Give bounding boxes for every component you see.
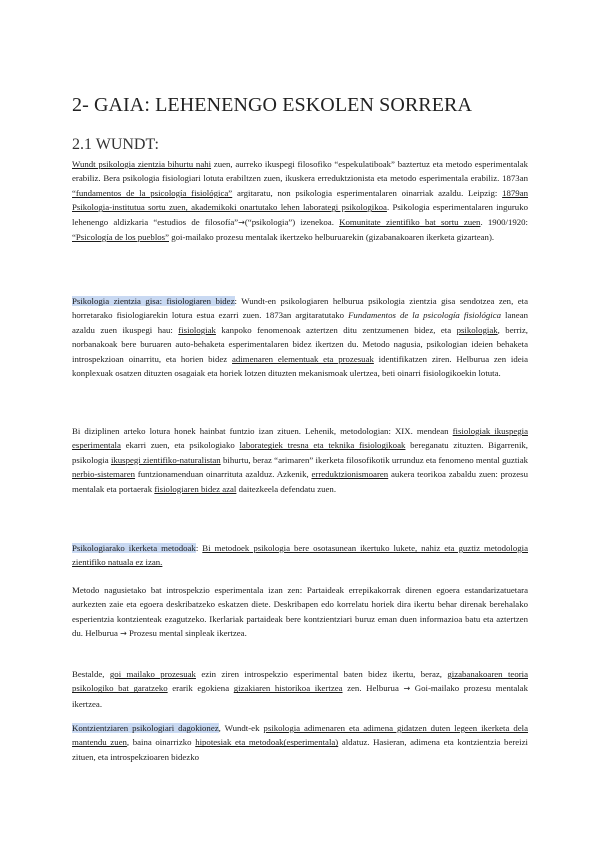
- underlined-phrase: psikologiak: [456, 324, 498, 335]
- paragraph-consciousness: [72, 721, 528, 764]
- highlighted-heading: Psikologiarako ikerketa metodoak: [72, 543, 196, 553]
- underlined-phrase: goi mailako prozesuak: [109, 669, 196, 679]
- text-run: , berriz, norbanakoak bere buruaren auto-behaketa esperimentalaren bidez ikertzen du. Metodo nagusia, psikologian ideien behaketa introspekzioan oinarritu, eta horien bidez: [72, 324, 529, 364]
- text-run: bereganatu zituzten. Bigarrenik, psikologia: [72, 440, 528, 465]
- text-run: . 1900/1920:: [480, 216, 528, 227]
- text-run: aldatuz. Hasieran, adimena eta kontzientzia bereizi zituen, eta introspekzioaren bidezko: [72, 737, 528, 762]
- section-heading: 2.1 WUNDT:: [72, 136, 159, 153]
- underlined-phrase: 1879an Psikologia-institutua sortu zuen, akademikoki onartutako lehen laborategi psikologikoa: [72, 187, 528, 213]
- highlighted-heading: Psikologia zientzia gisa: fisiologiaren bidez: [72, 296, 235, 306]
- arrow-glyph: →: [403, 684, 411, 694]
- arrow-glyph: →: [120, 629, 127, 639]
- text-run: Bi diziplinen arteko lotura honek hainbat funtzio izan zituen. Lehenik, metodologian: XIX. mendean: [72, 426, 453, 436]
- text-run: , Wundt-ek: [218, 723, 264, 733]
- paragraph-higher-processes: [72, 667, 528, 711]
- text-run: zuen, aurreko ikuspegi filosofiko “espekulatiboak” baztertuz eta metodo esperimentalak erabiliz. Bera psikologia fisiologiari lotuta erabiltzen zuen, ikuskera erreduktzionista eta metodo esperimentala erabiliz. 1873an: [72, 159, 528, 184]
- page-title: 2- GAIA: LEHENENGO ESKOLEN SORRERA: [72, 94, 473, 116]
- text-run: ezin ziren introspekzio esperimental baten bidez ikertu, beraz,: [195, 669, 448, 679]
- arrow-glyph: →: [238, 217, 245, 227]
- text-run: argitaratu, non psikologia esperimentalaren oinarriak azaldu. Leipzig:: [232, 187, 503, 198]
- text-run: zen. Helburua: [342, 683, 404, 694]
- underlined-phrase: hipotesiak eta metodoak(esperimentala): [195, 737, 339, 748]
- highlighted-heading: Kontzientziaren psikologiari dagokionez: [72, 723, 219, 733]
- text-run: daitezkeela defendatu zuen.: [236, 483, 337, 494]
- text-run: :: [195, 543, 203, 553]
- underlined-phrase: nerbio-sistemaren: [72, 469, 136, 480]
- italic-title: Fundamentos de la psicología fisiológica: [348, 310, 502, 321]
- paragraph-intro: [72, 157, 528, 244]
- text-run: kanpoko fenomenoak aztertzen ditu zentzumenen bidez, eta: [215, 324, 457, 335]
- text-run: bihurtu, beraz “arimaren” ikerketa filosofikotik urrunduz eta fenomeno mental guztiak: [220, 454, 529, 465]
- text-run: Prozesu mental sinpleak ikertzea.: [126, 628, 247, 639]
- underlined-phrase: Komunitate zientifiko bat sortu zuen: [339, 216, 481, 227]
- underlined-phrase: adimenaren elementuak eta prozesuak: [232, 353, 374, 364]
- paragraph-functions: [72, 424, 528, 496]
- text-run: identifikatzen ziren. Helburua zen ideia konplexuak osatzen dituzten osagaiak eta horiek lotzen dituzten mekanismoak ulertzea, beti oinarri fisiologikoekin lotuta.: [72, 353, 528, 379]
- underlined-phrase: gizabanakoaren teoria psikologiko bat garatzeko: [72, 669, 528, 694]
- underlined-phrase: psikologia adimenaren eta adimena gidatzen duten legeen ikerketa dela mantendu zuen: [72, 723, 529, 748]
- text-run: Bestalde,: [72, 669, 110, 679]
- text-run: : Wundt-en psikologiaren helburua psikologia zientzia gisa sendotzea zen, eta horretarako fisiologiarekin lotura estua ezarri zuen. 1873an argitaratutako: [72, 296, 528, 321]
- underlined-phrase: Bi metodoek psikologia bere osotasunean ikertuko lukete, nahiz eta guztiz metodologia zientifiko natuala ez izan.: [72, 543, 528, 568]
- paragraph-introspection: [72, 583, 528, 642]
- underlined-phrase: laborategiek tresna eta teknika fisiologikoak: [239, 440, 406, 451]
- text-run: . Psikologia esperimentalaren inguruko lehenengo aldizkaria “estudios de filosofía”: [72, 202, 528, 227]
- underlined-phrase: gizakiaren historikoa ikertzea: [233, 683, 343, 694]
- text-run: erarik egokiena: [167, 683, 234, 694]
- paragraph-methods: [72, 541, 528, 570]
- paragraph-physiology: [72, 294, 528, 380]
- underlined-phrase: ikuspegi zientifiko-naturalistan: [110, 454, 221, 465]
- text-run: Metodo nagusietako bat introspekzio esperimentala izan zen: Partaideak errepikakorrak direnen egoera estandarizatuetara aurkezten zaie eta egoera deskribatzeko eskatzen diete. Deskribapen edo korrelatu horiek dira ikertu behar direnak berehalako esperientzia kontzienteak ezagutzeko. Ikerlariak partaideak bere kontzientziari buruz eman duen informazioa batu eta aztertzen du. Helburua: [72, 585, 528, 639]
- text-run: Goi-mailako prozesu mentalak ikertzea.: [72, 683, 528, 709]
- text-run: lanean azaldu zuen ikuspegi hau:: [72, 310, 528, 335]
- underlined-phrase: “Psicología de los pueblos”: [72, 232, 169, 243]
- underlined-phrase: “fundamentos de la psicología fisiológica”: [72, 187, 233, 198]
- text-run: funtzionamenduan oinarrituta azalduz. Azkenik,: [135, 469, 312, 480]
- text-run: (“psikologia”) izenekoa.: [244, 216, 340, 227]
- text-run: ekarri zuen, eta psikologiako: [120, 440, 240, 451]
- underlined-phrase: fisiologiak ikuspegia esperimentala: [72, 426, 529, 451]
- underlined-phrase: erreduktzionismoaren: [311, 469, 389, 480]
- text-run: , baina oinarrizko: [126, 737, 196, 748]
- text-run: aukera teorikoa zabaldu zuen: prozesu mentalak eta portaerak: [72, 469, 528, 494]
- underlined-phrase: fisiologiaren bidez azal: [154, 483, 237, 494]
- text-run: goi-mailako prozesu mentalak ikertzeko helburuarekin (gizabanakoaren ikerketa gizartean).: [169, 232, 495, 243]
- underlined-phrase: Wundt psikologia zientzia bihurtu nahi: [72, 159, 212, 169]
- underlined-phrase: fisiologiak: [178, 324, 216, 335]
